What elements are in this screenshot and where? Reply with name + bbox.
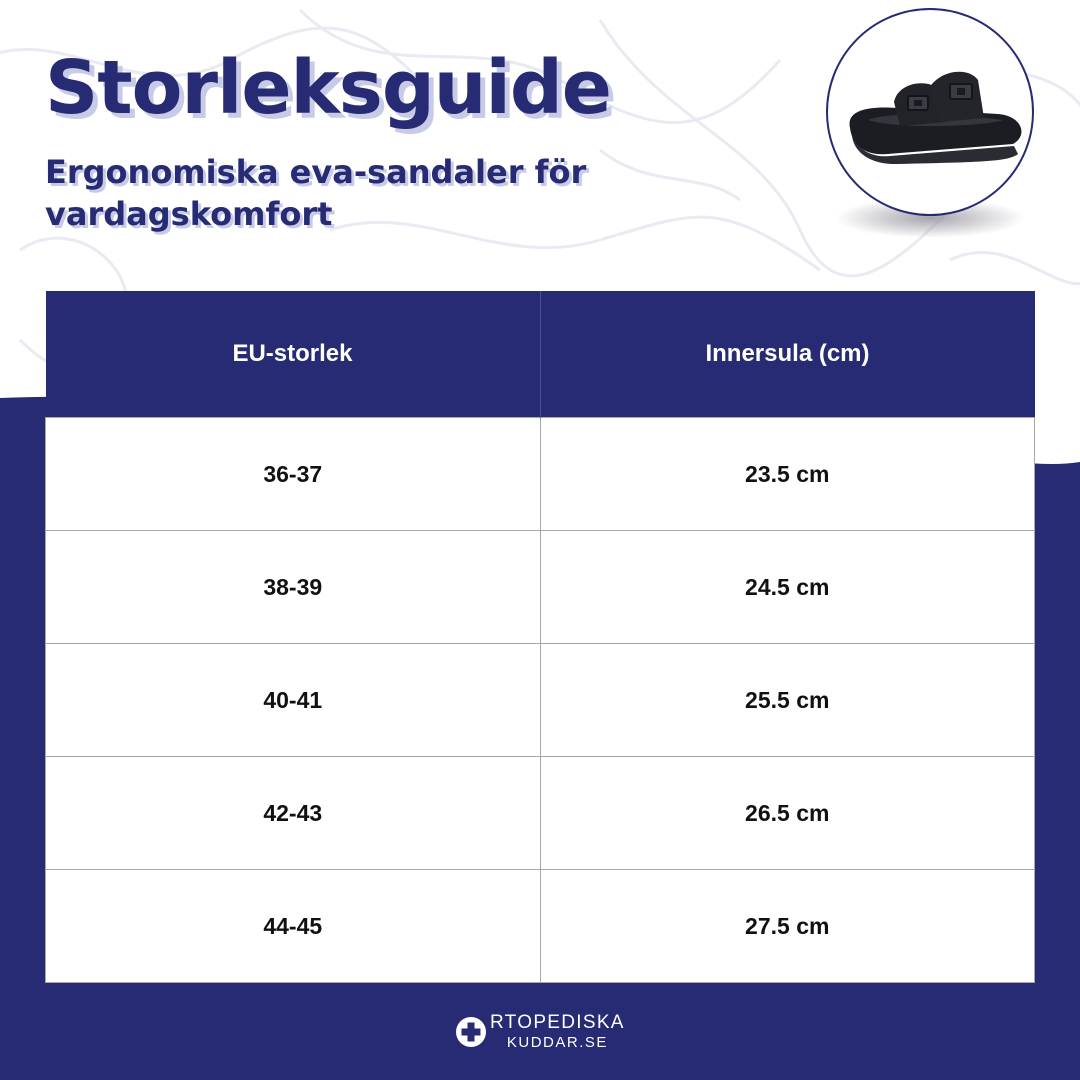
page-title: Storleksguide [45,45,611,131]
insole-length-cell: 23.5 cm [540,418,1035,531]
insole-length-cell: 27.5 cm [540,870,1035,983]
product-image [826,8,1034,216]
insole-length-cell: 24.5 cm [540,531,1035,644]
insole-length-cell: 25.5 cm [540,644,1035,757]
column-header-insole-length: Innersula (cm) [540,291,1035,418]
insole-length-cell: 26.5 cm [540,757,1035,870]
table-header-row [46,291,1035,418]
eu-size-cell: 36-37 [46,418,541,531]
black-sandal-icon [828,10,1032,214]
column-header-eu-size: EU-storlek [46,291,541,418]
logo-text-top: RTOPEDISKA [490,1012,625,1033]
page-subtitle: Ergonomiska eva-sandaler för vardagskomfort [45,153,587,233]
table-row [46,870,1035,983]
medical-cross-icon [456,1017,486,1047]
eu-size-cell: 42-43 [46,757,541,870]
eu-size-cell: 38-39 [46,531,541,644]
table-row [46,757,1035,870]
size-table [45,291,1035,983]
eu-size-cell: 44-45 [46,870,541,983]
eu-size-cell: 40-41 [46,644,541,757]
logo-text-bottom: KUDDAR.SE [506,1034,608,1051]
table-row [46,644,1035,757]
table-row [46,418,1035,531]
table-row [46,531,1035,644]
brand-logo [456,1008,625,1056]
